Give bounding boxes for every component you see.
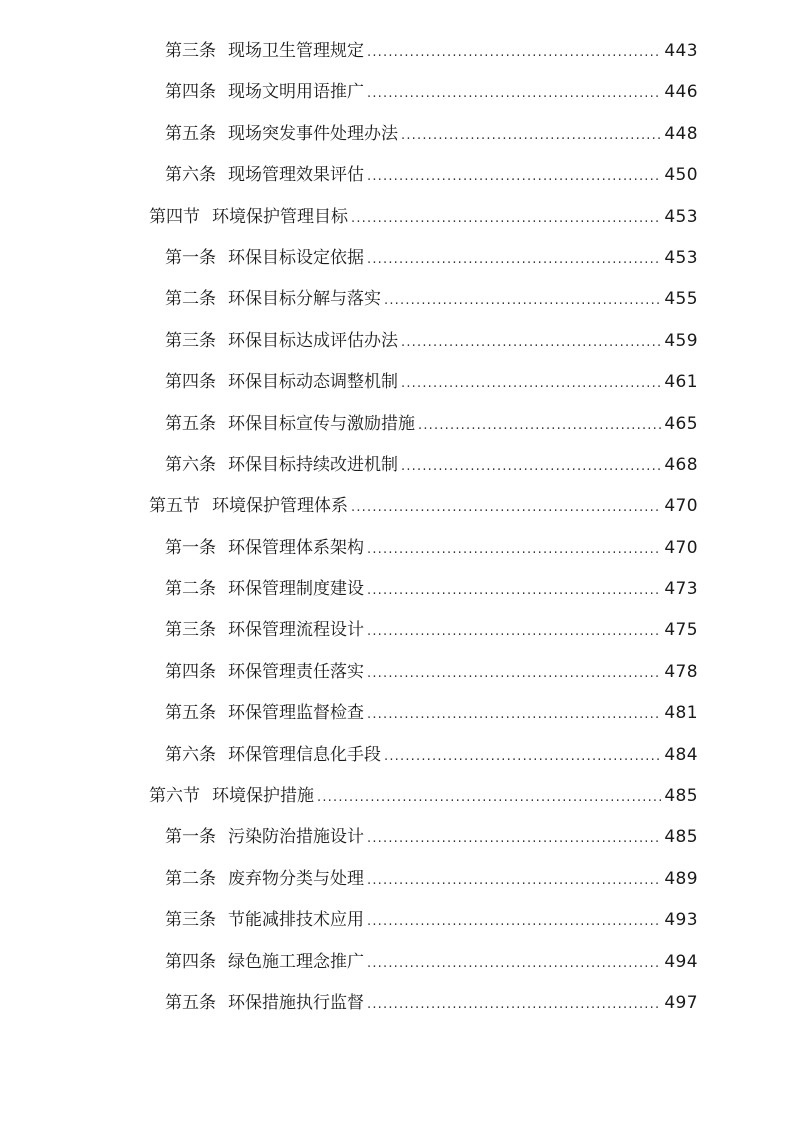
- toc-entry-title: 环保管理制度建设: [228, 579, 364, 600]
- table-of-contents: [0, 31, 793, 1024]
- toc-entry-title: 环保管理信息化手段: [228, 744, 381, 765]
- toc-entry-number: 第一条: [165, 537, 216, 558]
- toc-entry-number: 第一条: [165, 247, 216, 268]
- toc-entry[interactable]: [0, 817, 793, 858]
- toc-dot-leader: [367, 73, 661, 114]
- toc-entry-title: 环保管理流程设计: [228, 620, 364, 641]
- toc-entry-number: 第三条: [165, 910, 216, 931]
- toc-entry-title: 环保措施执行监督: [228, 992, 364, 1013]
- toc-page-number: 450: [664, 165, 698, 186]
- toc-dot-leader: [367, 653, 661, 694]
- toc-entry-title: 环保管理监督检查: [228, 703, 364, 724]
- toc-dot-leader: [384, 280, 661, 321]
- toc-entry-number: 第四节: [149, 206, 200, 227]
- toc-entry-number: 第三条: [165, 41, 216, 61]
- toc-dot-leader: [367, 818, 661, 859]
- toc-page-number: 475: [664, 620, 698, 641]
- toc-dot-leader: [384, 736, 661, 777]
- toc-dot-leader: [367, 570, 661, 611]
- toc-entry-title: 环保目标持续改进机制: [228, 454, 398, 475]
- toc-entry-number: 第二条: [165, 289, 216, 310]
- toc-entry-title: 现场管理效果评估: [228, 165, 364, 186]
- toc-dot-leader: [401, 363, 661, 404]
- toc-entry-number: 第五条: [165, 992, 216, 1013]
- toc-page-number: 470: [664, 496, 698, 517]
- toc-entry-title: 污染防治措施设计: [228, 827, 364, 848]
- toc-page-number: 494: [664, 951, 698, 972]
- toc-entry-title: 环保目标达成评估办法: [228, 330, 398, 351]
- toc-entry-number: 第五条: [165, 703, 216, 724]
- toc-page-number: 489: [664, 868, 698, 889]
- toc-page-number: 455: [664, 289, 698, 310]
- toc-entry[interactable]: [0, 900, 793, 941]
- toc-entry-title: 现场文明用语推广: [228, 82, 364, 103]
- toc-entry[interactable]: [0, 404, 793, 445]
- toc-page-number: 470: [664, 537, 698, 558]
- toc-entry[interactable]: [0, 238, 793, 279]
- toc-entry[interactable]: [0, 155, 793, 196]
- toc-entry[interactable]: [0, 279, 793, 320]
- toc-page-number: 484: [664, 744, 698, 765]
- toc-page-number: 448: [664, 123, 698, 144]
- toc-entry[interactable]: [0, 610, 793, 651]
- toc-entry-title: 环保目标分解与落实: [228, 289, 381, 310]
- toc-entry-number: 第二条: [165, 868, 216, 889]
- toc-entry-title: 环境保护管理目标: [212, 206, 348, 227]
- toc-entry-title: 环保目标动态调整机制: [228, 372, 398, 393]
- toc-dot-leader: [367, 984, 661, 1025]
- toc-entry-number: 第三条: [165, 620, 216, 641]
- toc-entry-number: 第五条: [165, 123, 216, 144]
- toc-dot-leader: [401, 115, 661, 156]
- toc-dot-leader: [367, 239, 661, 280]
- toc-page-number: 446: [664, 82, 698, 103]
- toc-dot-leader: [401, 322, 661, 363]
- toc-entry-number: 第三条: [165, 330, 216, 351]
- toc-dot-leader: [351, 198, 661, 239]
- toc-entry[interactable]: [0, 114, 793, 155]
- toc-entry[interactable]: [0, 983, 793, 1024]
- toc-entry-number: 第二条: [165, 579, 216, 600]
- toc-entry[interactable]: [0, 31, 793, 72]
- toc-entry-title: 绿色施工理念推广: [228, 951, 364, 972]
- toc-entry-number: 第五节: [149, 496, 200, 517]
- toc-section-entry[interactable]: [0, 776, 793, 817]
- toc-section-entry[interactable]: [0, 486, 793, 527]
- toc-section-entry[interactable]: [0, 197, 793, 238]
- toc-page-number: 465: [664, 413, 698, 434]
- toc-page-number: 453: [664, 247, 698, 268]
- toc-dot-leader: [317, 777, 661, 818]
- toc-page-number: 497: [664, 992, 698, 1013]
- toc-entry-number: 第六节: [149, 786, 200, 807]
- toc-entry-title: 现场突发事件处理办法: [228, 123, 398, 144]
- toc-entry[interactable]: [0, 735, 793, 776]
- toc-page-number: 485: [664, 827, 698, 848]
- toc-page-number: 481: [664, 703, 698, 724]
- toc-entry-title: 废弃物分类与处理: [228, 868, 364, 889]
- toc-entry[interactable]: [0, 859, 793, 900]
- toc-entry-number: 第四条: [165, 82, 216, 103]
- toc-entry-title: 环保目标设定依据: [228, 247, 364, 268]
- toc-dot-leader: [367, 943, 661, 984]
- toc-entry-title: 环境保护管理体系: [212, 496, 348, 517]
- toc-dot-leader: [367, 694, 661, 735]
- toc-entry[interactable]: [0, 528, 793, 569]
- toc-page-number: 473: [664, 579, 698, 600]
- toc-entry-number: 第五条: [165, 413, 216, 434]
- toc-page-number: 468: [664, 454, 698, 475]
- toc-entry[interactable]: [0, 569, 793, 610]
- toc-entry[interactable]: [0, 693, 793, 734]
- toc-dot-leader: [367, 611, 661, 652]
- toc-entry-number: 第四条: [165, 661, 216, 682]
- toc-dot-leader: [367, 901, 661, 942]
- toc-page-number: 493: [664, 910, 698, 931]
- toc-entry[interactable]: [0, 652, 793, 693]
- toc-page-number: 478: [664, 661, 698, 682]
- toc-dot-leader: [367, 860, 661, 901]
- toc-entry-number: 第六条: [165, 454, 216, 475]
- toc-entry-title: 环保管理责任落实: [228, 661, 364, 682]
- toc-page-number: 453: [664, 206, 698, 227]
- toc-entry-number: 第六条: [165, 165, 216, 186]
- toc-dot-leader: [401, 446, 661, 487]
- toc-page-number: 461: [664, 372, 698, 393]
- toc-page-number: 485: [664, 786, 698, 807]
- toc-dot-leader: [367, 32, 661, 73]
- toc-entry[interactable]: [0, 445, 793, 486]
- toc-dot-leader: [418, 405, 661, 446]
- toc-entry-number: 第四条: [165, 372, 216, 393]
- toc-dot-leader: [367, 529, 661, 570]
- toc-entry-title: 节能减排技术应用: [228, 910, 364, 931]
- toc-page-number: 459: [664, 330, 698, 351]
- toc-entry-title: 环保目标宣传与激励措施: [228, 413, 415, 434]
- toc-entry[interactable]: [0, 72, 793, 113]
- toc-dot-leader: [367, 156, 661, 197]
- toc-entry-title: 现场卫生管理规定: [228, 41, 364, 61]
- toc-entry-number: 第四条: [165, 951, 216, 972]
- toc-dot-leader: [351, 487, 661, 528]
- toc-entry[interactable]: [0, 362, 793, 403]
- toc-entry-number: 第一条: [165, 827, 216, 848]
- toc-entry[interactable]: [0, 942, 793, 983]
- toc-entry[interactable]: [0, 321, 793, 362]
- toc-entry-number: 第六条: [165, 744, 216, 765]
- toc-entry-title: 环保管理体系架构: [228, 537, 364, 558]
- toc-page-number: 443: [664, 41, 698, 61]
- toc-entry-title: 环境保护措施: [212, 786, 314, 807]
